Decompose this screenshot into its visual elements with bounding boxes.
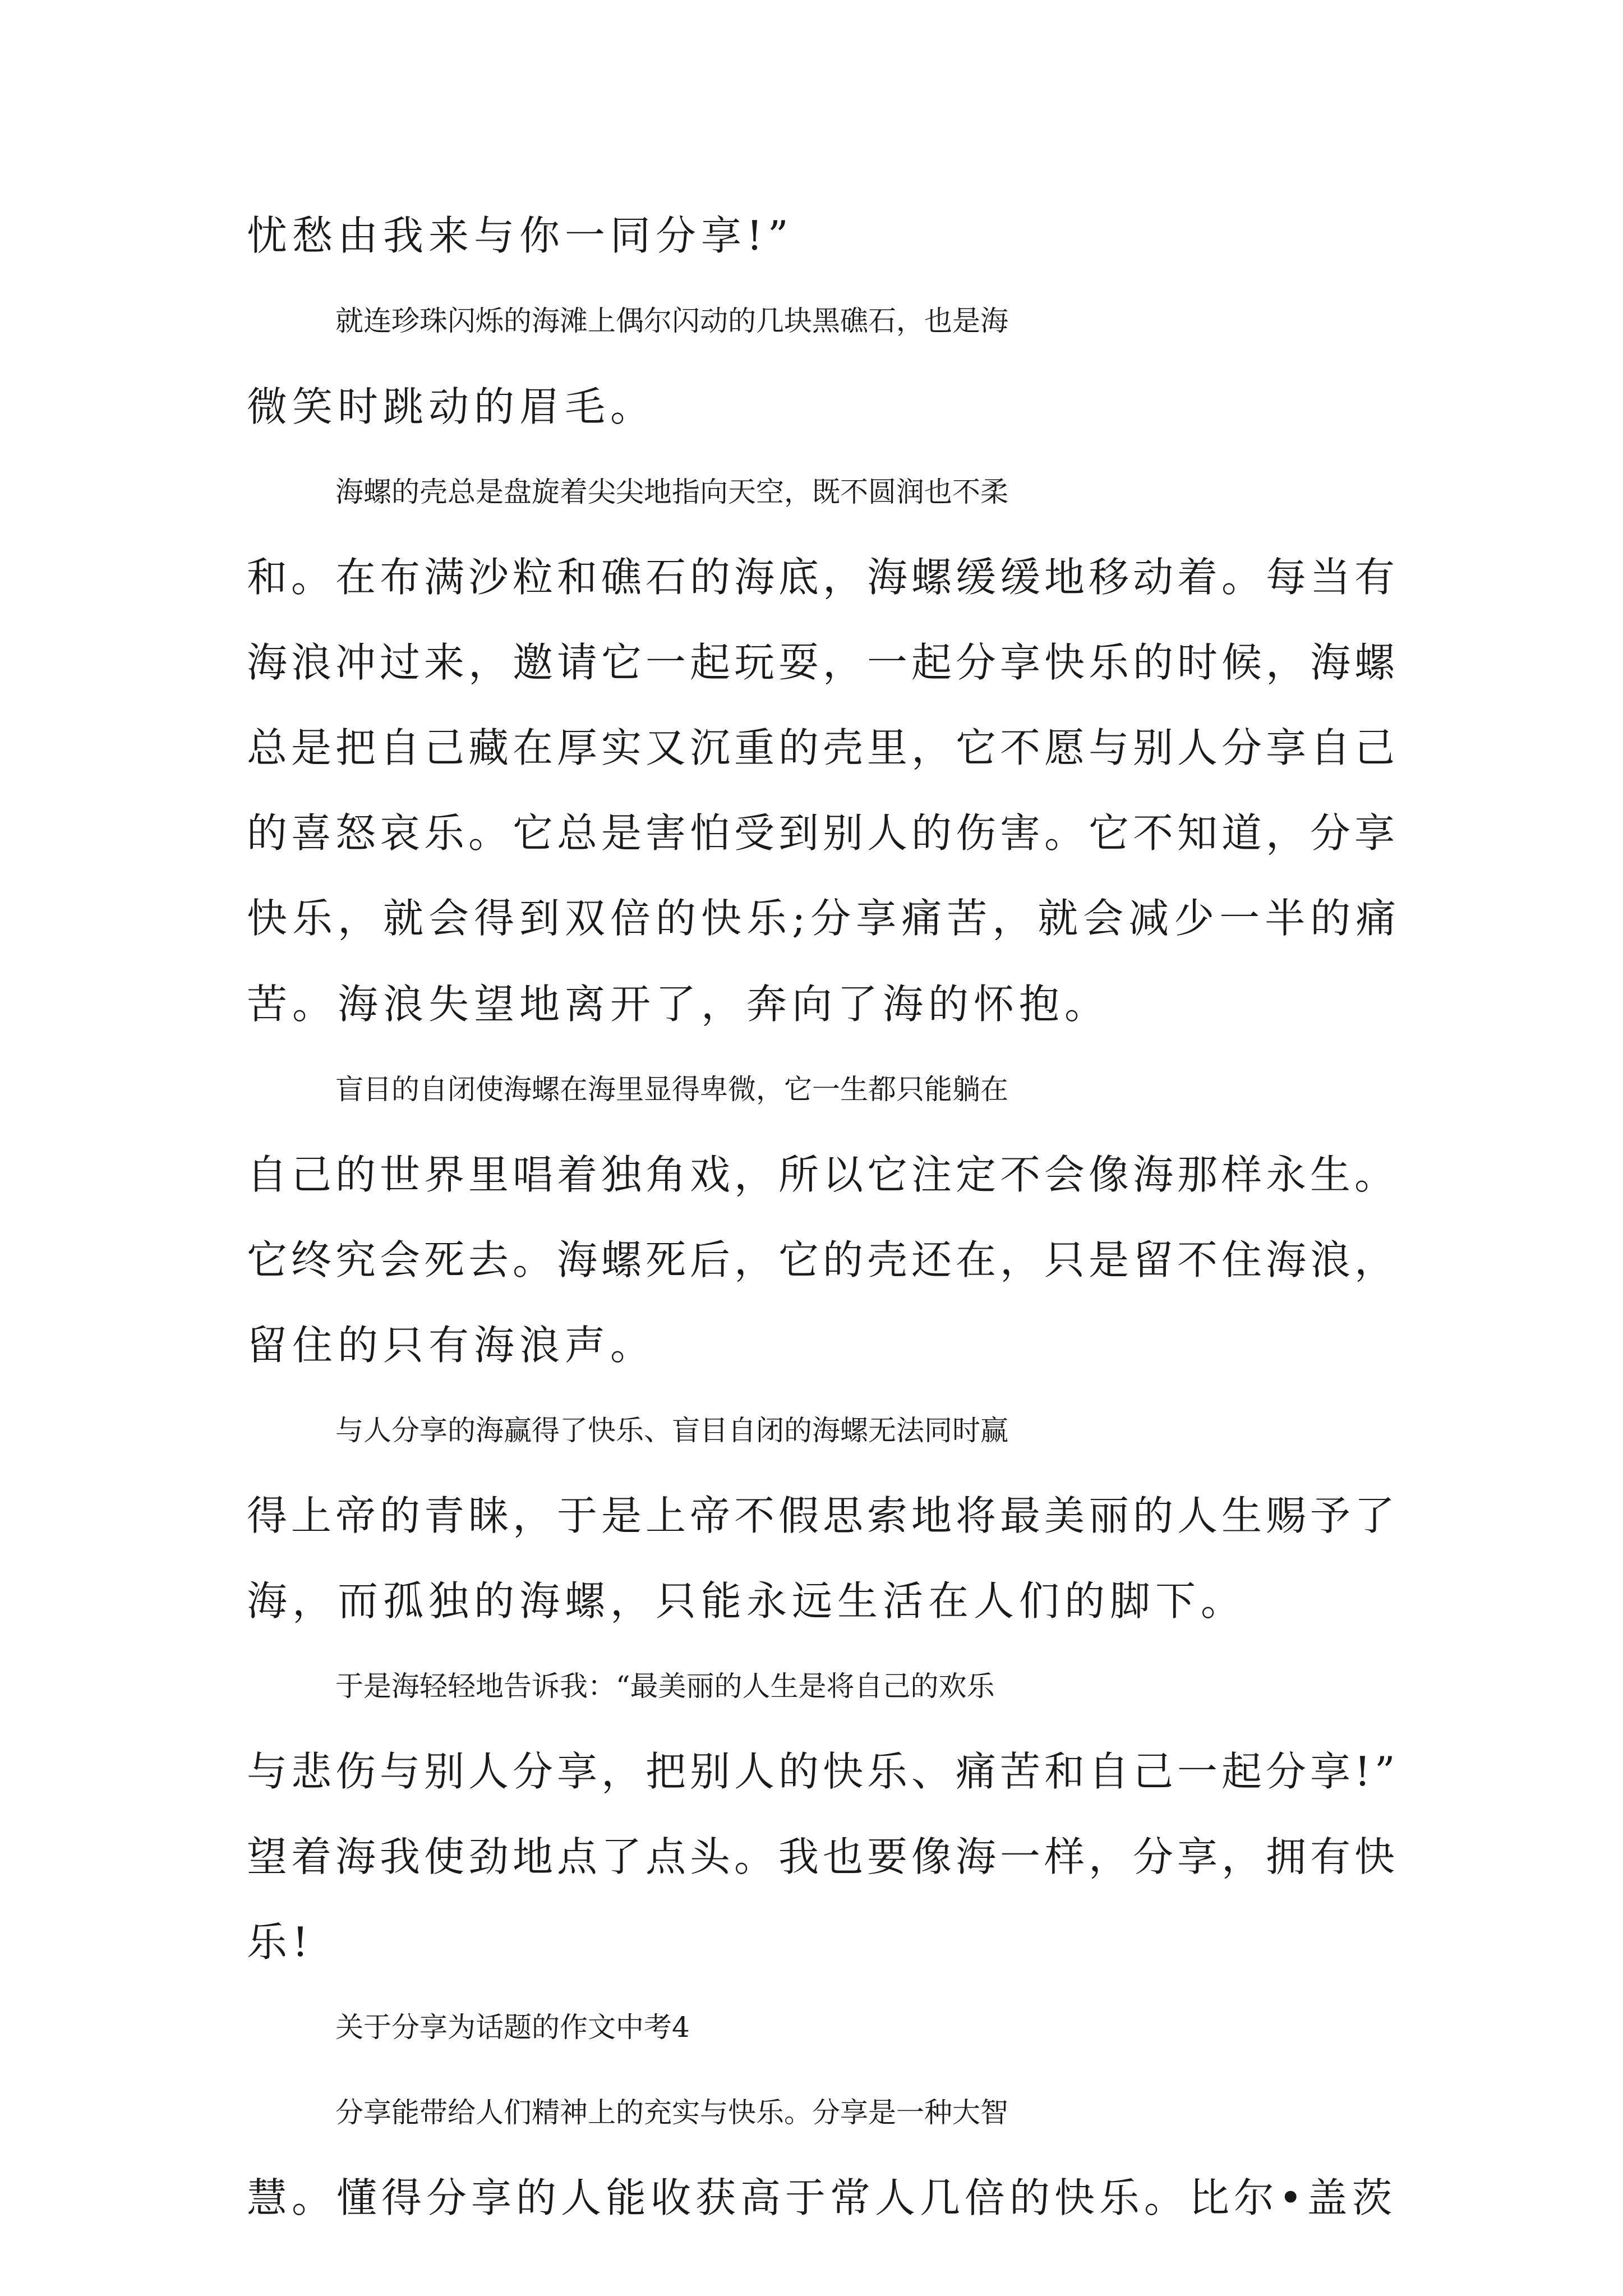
text-line: 苦。海浪失望地离开了，奔向了海的怀抱。 xyxy=(247,981,1110,1028)
text-line: 盲目的自闭使海螺在海里显得卑微，它一生都只能躺在 xyxy=(335,1073,1008,1106)
text-line: 海螺的壳总是盘旋着尖尖地指向天空，既不圆润也不柔 xyxy=(335,476,1008,508)
text-line: 望着海我使劲地点了点头。我也要像海一样，分享，拥有快 xyxy=(247,1833,1399,1880)
text-line: 快乐，就会得到双倍的快乐;分享痛苦，就会减少一半的痛 xyxy=(247,895,1401,942)
text-line: 与悲伤与别人分享，把别人的快乐、痛苦和自己一起分享!” xyxy=(247,1748,1399,1795)
text-line: 微笑时跳动的眉毛。 xyxy=(247,383,656,430)
text-line: 与人分享的海赢得了快乐、盲目自闭的海螺无法同时赢 xyxy=(335,1414,1008,1447)
text-line: 慧。懂得分享的人能收获高于常人几倍的快乐。比尔•盖茨 xyxy=(247,2174,1397,2221)
text-line: 和。在布满沙粒和礁石的海底，海螺缓缓地移动着。每当有 xyxy=(247,554,1399,601)
text-line: 分享能带给人们精神上的充实与快乐。分享是一种大智 xyxy=(335,2096,1008,2129)
text-line: 忧愁由我来与你一同分享!” xyxy=(247,212,794,259)
text-line: 就连珍珠闪烁的海滩上偶尔闪动的几块黑礁石，也是海 xyxy=(335,305,1008,337)
text-line: 总是把自己藏在厚实又沉重的壳里，它不愿与别人分享自己 xyxy=(247,724,1399,771)
text-line: 海浪冲过来，邀请它一起玩耍，一起分享快乐的时候，海螺 xyxy=(247,639,1399,686)
text-line: 的喜怒哀乐。它总是害怕受到别人的伤害。它不知道，分享 xyxy=(247,809,1399,857)
text-line: 海，而孤独的海螺，只能永远生活在人们的脚下。 xyxy=(247,1577,1247,1625)
text-line: 乐! xyxy=(247,1918,313,1966)
text-line: 留住的只有海浪声。 xyxy=(247,1322,656,1369)
text-line: 它终究会死去。海螺死后，它的壳还在，只是留不住海浪， xyxy=(247,1236,1399,1283)
text-line: 得上帝的青睐，于是上帝不假思索地将最美丽的人生赐予了 xyxy=(247,1492,1399,1539)
text-line: 自己的世界里唱着独角戏，所以它注定不会像海那样永生。 xyxy=(247,1151,1399,1198)
text-line: 于是海轻轻地告诉我：“最美丽的人生是将自己的欢乐 xyxy=(335,1670,995,1703)
section-heading: 关于分享为话题的作文中考4 xyxy=(335,2011,690,2044)
